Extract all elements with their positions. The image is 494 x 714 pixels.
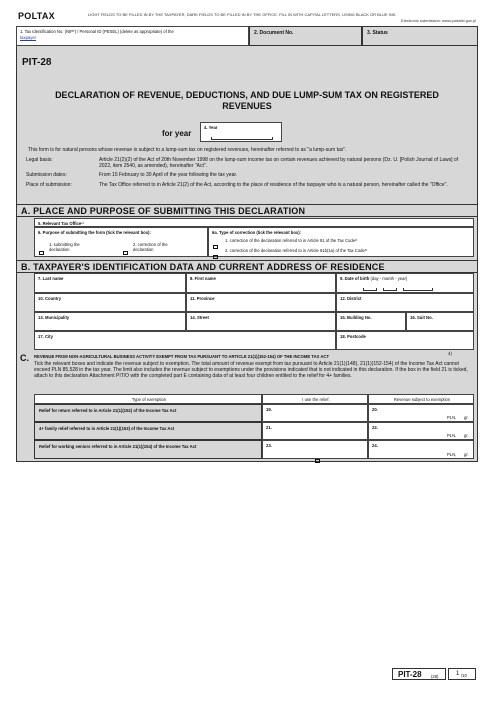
brand-logo: POLTAX xyxy=(18,11,55,21)
district-label: 12. District xyxy=(340,296,362,301)
family-relief-label: 4+ family relief referred to in Article 21(1)(153) of the Income Tax Act xyxy=(39,426,175,431)
return-relief-use-field[interactable] xyxy=(262,404,368,422)
purpose-label: 6. Purpose of submitting the form (tick the relevant box): xyxy=(38,230,151,235)
return-relief-label: Relief for return referred to in Article 21(1)(152) of the Income Tax Act xyxy=(39,408,177,413)
form-title: DECLARATION OF REVENUE, DEDUCTIONS, AND DUE LUMP-SUM TAX ON REGISTERED REVENUES xyxy=(55,90,439,111)
family-relief-pln: PLN, xyxy=(447,433,457,438)
seniors-relief-use-field[interactable] xyxy=(262,440,368,459)
document-number-label: 2. Document No. xyxy=(254,30,294,36)
seniors-relief-pln: PLN, xyxy=(447,452,457,457)
col-type-label: Type of exemption xyxy=(131,397,167,402)
date-of-birth-hint: (day - month - year) xyxy=(370,276,408,281)
street-field[interactable] xyxy=(186,312,336,331)
postcode-label: 18. Postcode xyxy=(340,334,366,339)
col-type-header xyxy=(34,394,262,404)
footer-page-number: 1 xyxy=(456,671,460,677)
first-name-label: 8. First name xyxy=(190,276,216,281)
submit-option-label: 1. submitting the declaration xyxy=(49,242,80,252)
family-relief-use-field[interactable] xyxy=(262,422,368,440)
dob-day-ticks xyxy=(363,288,377,291)
status-label: 3. Status xyxy=(367,30,388,36)
year-digit-ticks xyxy=(211,137,273,140)
field-19-number: 19. xyxy=(266,407,272,412)
tax-office-label: 5. Relevant Tax Office¹⁾ xyxy=(38,221,84,226)
district-field[interactable] xyxy=(336,293,474,312)
country-label: 10. Country xyxy=(38,296,62,301)
document-number-field xyxy=(249,26,362,46)
date-of-birth-field[interactable] xyxy=(336,273,474,293)
street-label: 14. Street xyxy=(190,315,209,320)
city-label: 17. City xyxy=(38,334,53,339)
form-code: PIT-28 xyxy=(22,57,52,68)
first-name-field[interactable] xyxy=(186,273,336,293)
for-year-label: for year xyxy=(162,129,192,138)
footer-form-code-box xyxy=(392,668,446,680)
electronic-submission-note: Electronic submission: www.podatki.gov.pl xyxy=(401,18,476,23)
field-20-number: 20. xyxy=(372,407,378,412)
field-22-number: 22. xyxy=(372,425,378,430)
exemption-row-seniors xyxy=(34,440,262,459)
tax-office-field[interactable] xyxy=(34,218,474,227)
city-field[interactable] xyxy=(34,331,336,350)
submission-dates-label: Submission dates: xyxy=(26,172,67,178)
col-use-label: I use the relief. xyxy=(302,397,330,402)
field-21-number: 21. xyxy=(266,425,272,430)
legal-basis-label: Legal basis: xyxy=(26,157,53,163)
status-field xyxy=(362,26,478,46)
section-b-header xyxy=(16,260,478,273)
suit-number-field[interactable] xyxy=(406,312,474,331)
return-relief-pln: PLN, xyxy=(447,415,457,420)
last-name-field[interactable] xyxy=(34,273,186,293)
dob-year-ticks xyxy=(403,288,433,291)
province-field[interactable] xyxy=(186,293,336,312)
col-use-header xyxy=(262,394,368,404)
seniors-relief-checkbox[interactable] xyxy=(315,452,320,470)
section-c-footnote: 4) xyxy=(448,351,452,356)
exemption-row-return xyxy=(34,404,262,422)
dob-month-ticks xyxy=(383,288,397,291)
correction-type-label: 6a. Type of correction (tick the relevant box): xyxy=(212,230,302,235)
building-number-label: 15. Building No. xyxy=(340,315,372,320)
footer-form-code: PIT-28 xyxy=(398,670,422,679)
purpose-field xyxy=(34,227,208,257)
section-a-header xyxy=(16,204,478,217)
last-name-label: 7. Last name xyxy=(38,276,64,281)
footer-page-box xyxy=(448,668,476,680)
return-relief-gr: gr. xyxy=(464,415,469,420)
legal-basis-text: Article 21(2)(2) of the Act of 20th November 1998 on the lump-sum income tax on certain revenues achieved by natural persons (Dz. U. [Polish Journal of Laws] of 2022, item 2540, as amended), hereinafter "Act". xyxy=(99,157,459,169)
field-23-number: 23. xyxy=(266,443,272,448)
section-b-title: B. TAXPAYER'S IDENTIFICATION DATA AND CURRENT ADDRESS OF RESIDENCE xyxy=(21,262,385,272)
exemption-row-family xyxy=(34,422,262,440)
seniors-relief-label: Relief for working seniors referred to in Article 21(1)(154) of the Income Tax Act xyxy=(39,444,197,449)
correction-option-label: 2. correction of the declaration xyxy=(133,242,168,252)
col-revenue-label: Revenue subject to exemption xyxy=(393,397,451,402)
seniors-relief-revenue-field[interactable] xyxy=(368,440,474,459)
building-number-field[interactable] xyxy=(336,312,406,331)
tax-id-label: 1. Tax Identification No. (NIP*) / Personal ID (PESEL) (delete as appropriate) of the xyxy=(20,29,174,34)
year-field[interactable] xyxy=(200,122,282,142)
footer-page-total: /10 xyxy=(461,673,467,678)
municipality-field[interactable] xyxy=(34,312,186,331)
place-text: The Tax Office referred to in Article 21(2) of the Act, according to the place of residence of the taxpayer who is a natural person, hereinafter called the "Office". xyxy=(99,182,448,188)
place-label: Place of submission: xyxy=(26,182,72,188)
country-field[interactable] xyxy=(34,293,186,312)
section-c-title: REVENUE FROM NON-AGRICULTURAL BUSINESS ACTIVITY EXEMPT FROM TAX PURSUANT TO ARTICLE 21(1)(152-154) OF THE INCOME TAX ACT xyxy=(34,354,330,359)
correction-art81-label: 1. correction of the declaration referred to in Article 81 of the Tax Code²⁾ xyxy=(225,238,358,243)
section-c-letter: C. xyxy=(20,353,29,363)
section-c-description: Tick the relevant boxes and indicate the revenue subject to exemption. The total amount of revenue exempt from tax pursuant to Article 21(1)(148), 21(1)(152-154) of the Income Tax Act cannot exceed PLN 85,528 in the tax year. The limit also includes the revenue subject to exemptions under the provisions indicated that is not indicated in this declaration. If the box in the field 21 is ticked, attach to this declaration Attachment PIT/O with the completed part E containing data of at least four children entitled to the relief for 4+ families. xyxy=(34,361,468,379)
date-of-birth-label xyxy=(340,276,407,281)
taxpayer-link[interactable]: taxpayer xyxy=(20,35,37,40)
correction-type-field xyxy=(208,227,474,257)
section-a-title: A. PLACE AND PURPOSE OF SUBMITTING THIS DECLARATION xyxy=(21,206,306,216)
col-revenue-header xyxy=(368,394,474,404)
suit-number-label: 16. Suit No. xyxy=(410,315,433,320)
municipality-label: 13. Municipality xyxy=(38,315,70,320)
family-relief-revenue-field[interactable] xyxy=(368,422,474,440)
natural-persons-note: This form is for natural persons whose revenue is subject to a lump-sum tax on registered revenues, hereinafter referred to as "a lump-sum tax". xyxy=(28,147,347,153)
postcode-field[interactable] xyxy=(336,331,474,350)
year-label: 4. Year xyxy=(204,125,218,130)
submission-dates-text: From 15 February to 30 April of the year following the tax year. xyxy=(99,172,238,178)
province-label: 11. Province xyxy=(190,296,215,301)
return-relief-revenue-field[interactable] xyxy=(368,404,474,422)
family-relief-gr: gr. xyxy=(464,433,469,438)
tax-id-field[interactable] xyxy=(16,26,249,46)
seniors-relief-gr: gr. xyxy=(464,452,469,457)
correction-art81b-label: 2. correction of the declaration referred to in Article 81b(1a) of the Tax Code³⁾ xyxy=(225,248,368,253)
footer-form-version: (28) xyxy=(431,674,439,679)
field-24-number: 24. xyxy=(372,443,378,448)
date-of-birth-title: 9. Date of birth xyxy=(340,276,370,281)
fill-notice: LIGHT FIELDS TO BE FILLED IN BY THE TAXPAYER, DARK FIELDS TO BE FILLED IN BY THE OFFICE. FILL IN WITH CAPITAL LETTERS, USING BLACK OR BLUE INK. xyxy=(88,12,397,17)
